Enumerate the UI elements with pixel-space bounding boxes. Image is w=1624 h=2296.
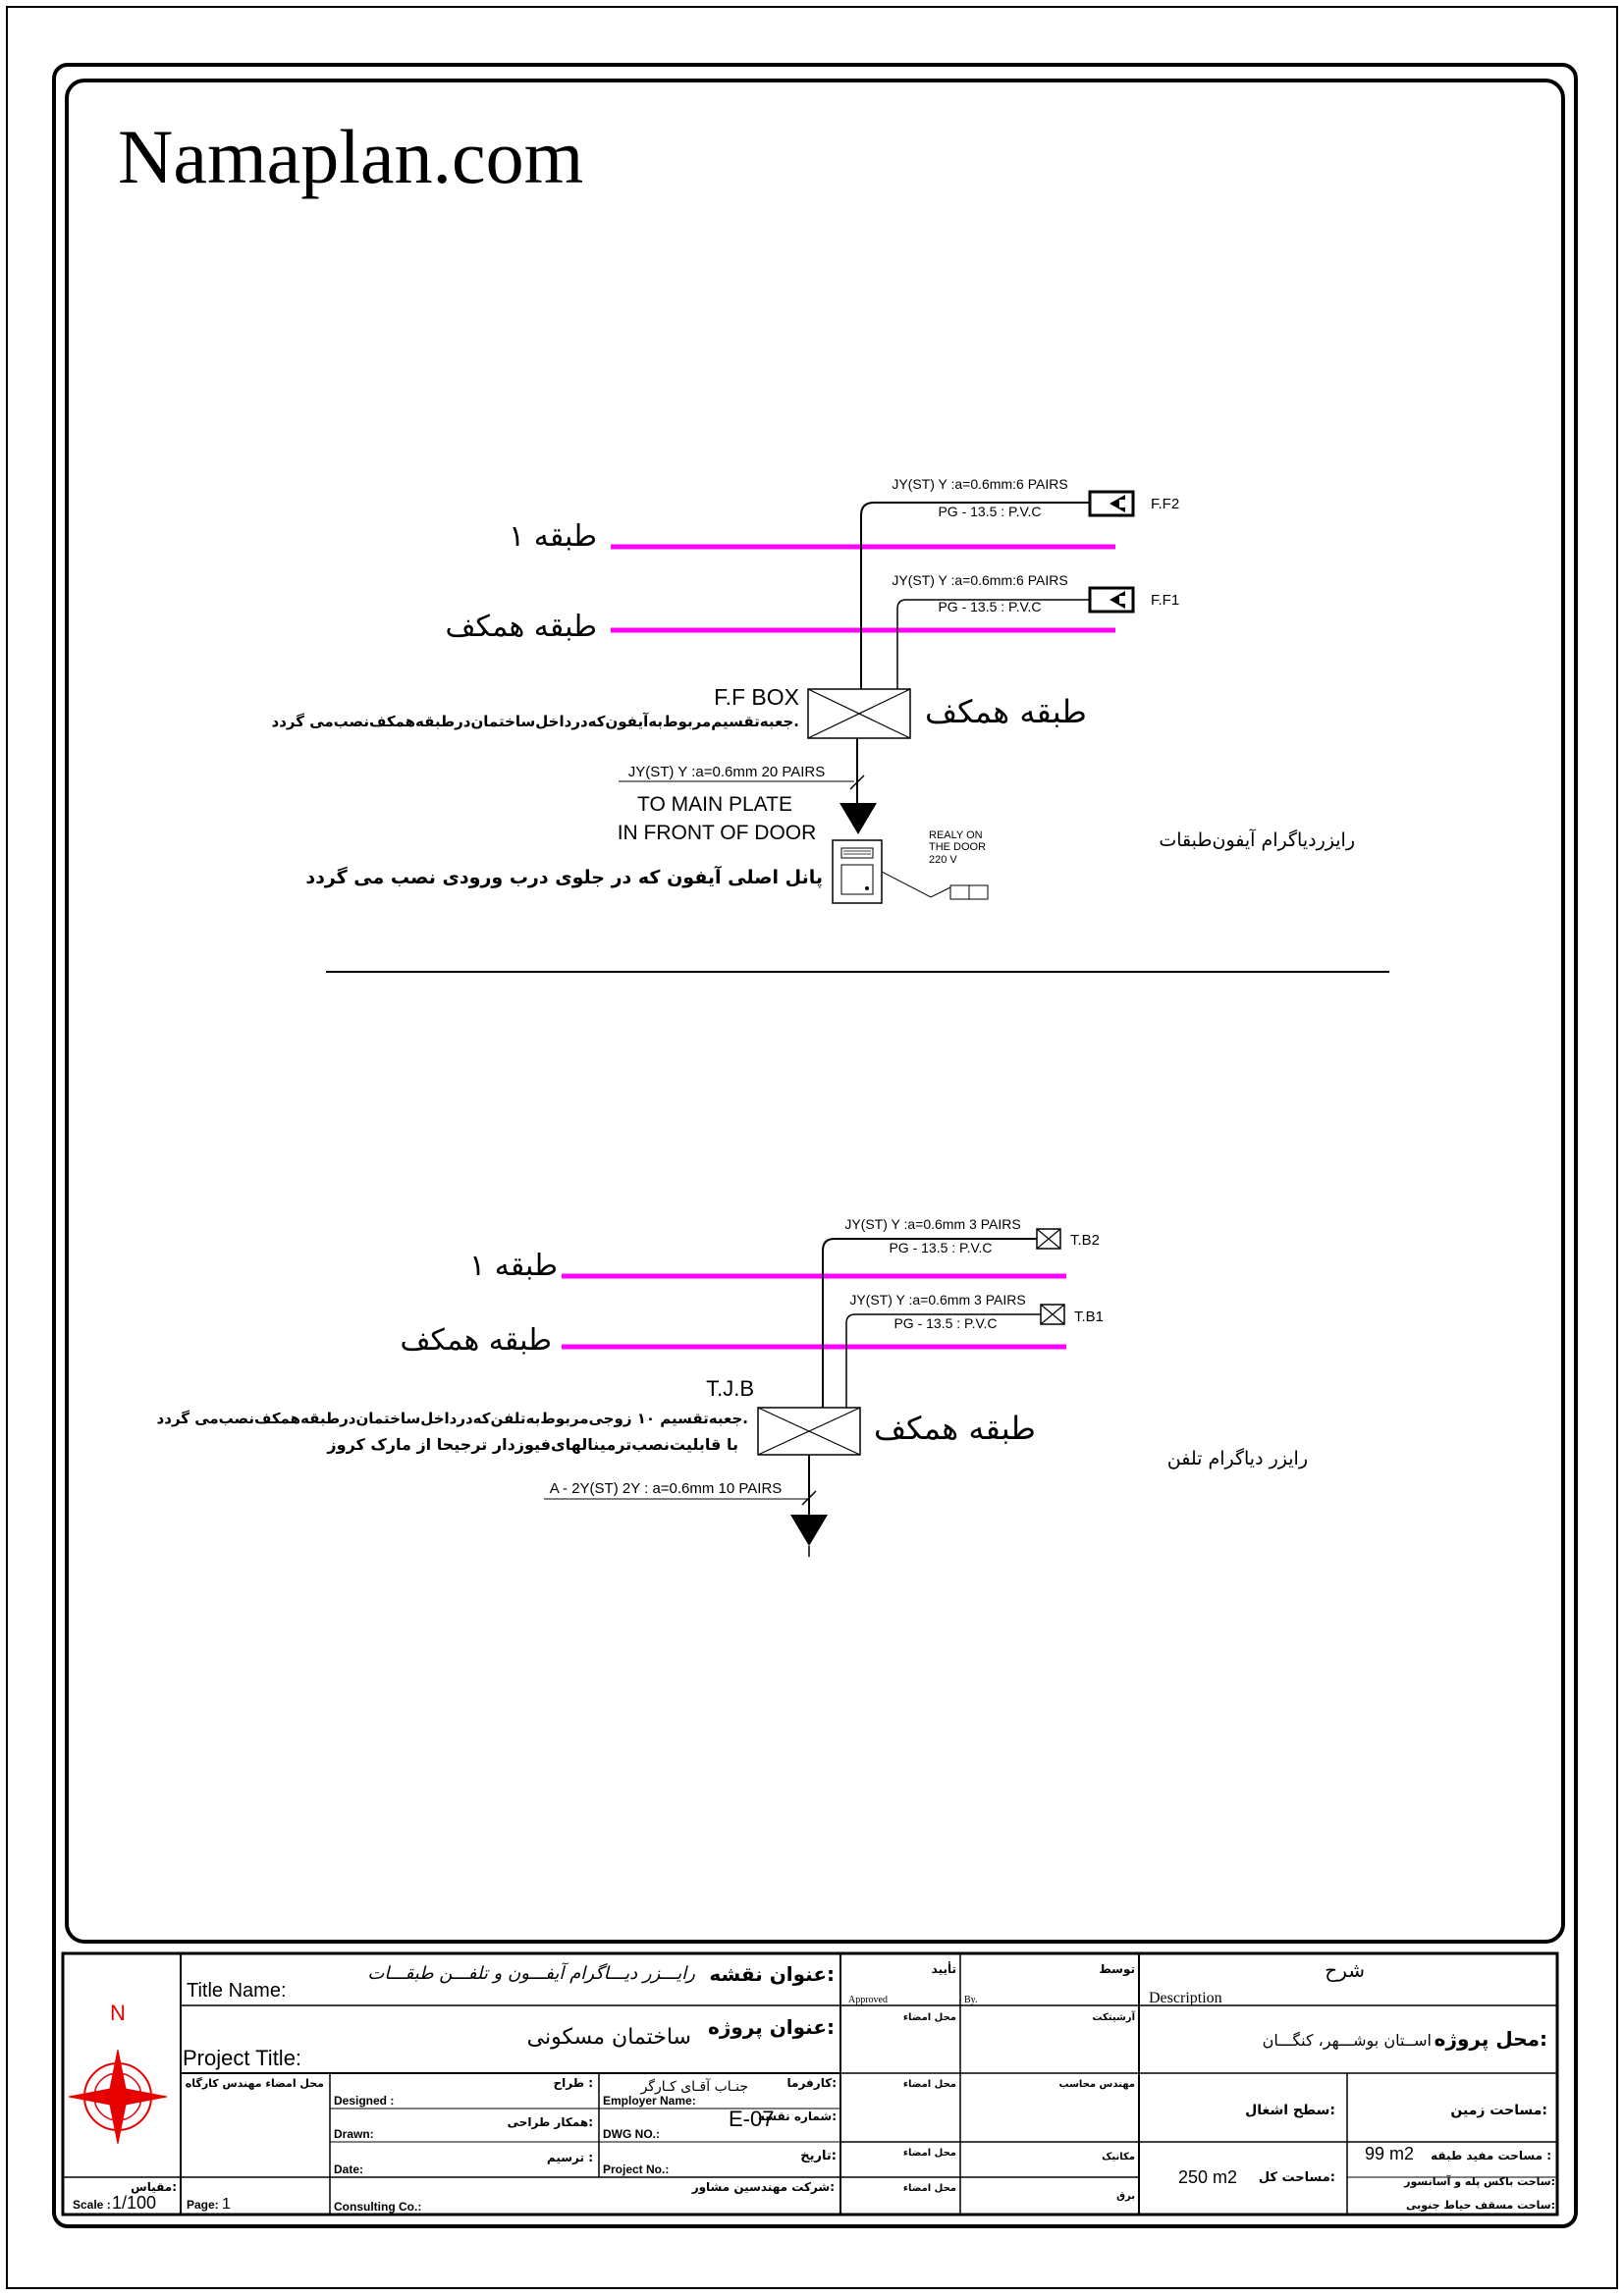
project-title-fa: عنوان پروژه: (708, 2015, 835, 2039)
employer-value: جنـاب آقـای کـارگر (640, 2079, 748, 2095)
door-panel-icon (833, 840, 882, 903)
tag-f1: F.F1 (1151, 592, 1180, 609)
relay-label-2: THE DOOR (929, 841, 987, 853)
pipe-label-f1: PG - 13.5 : P.V.C (938, 599, 1042, 614)
floor-area-value: 99 m2 (1365, 2144, 1415, 2163)
handset-icon-f1 (1090, 588, 1133, 612)
date-en: Date: (334, 2163, 364, 2176)
title-name-en: Title Name: (187, 1980, 287, 2002)
date-fa: تاریخ: (800, 2149, 837, 2163)
sign-place-4: محل امضاء (902, 2183, 956, 2194)
intercom-riser-diagram (272, 476, 1355, 903)
door-relay-icon (950, 885, 988, 899)
drawn-en: Drawn: (334, 2127, 374, 2141)
to-main-plate-2: IN FRONT OF DOOR (617, 822, 817, 844)
occupancy-label: سطح اشغال: (1245, 2103, 1335, 2118)
mechanic-label: مکانیک (1102, 2152, 1135, 2163)
design-assoc-fa: همکار طراحی: (507, 2115, 593, 2129)
scale-label-en: Scale : (73, 2198, 111, 2212)
tjb-box-desc-1: جعبه‌تقسیم ۱۰ زوجی‌مربوط‌به‌تلفن‌که‌در‌داخل‌ساختمان‌در‌طبقه‌همکف‌نصب‌می گردد. (156, 1410, 748, 1427)
dwg-value: E-07 (729, 2107, 775, 2131)
tjb-box-desc-2: با قابلیت‌نصب‌ترمینالهای‌فیوزدار ترجیحا از مارک کروز (327, 1435, 738, 1454)
tjb-box-icon (758, 1408, 860, 1455)
tel-cable-label-b1: JY(ST) Y :a=0.6mm 3 PAIRS (849, 1292, 1026, 1308)
compass-n: N (110, 2001, 126, 2025)
panel-desc: پانل اصلی آیفون که در جلوی درب ورودی نصب می گردد (305, 867, 823, 888)
project-no-en: Project No.: (603, 2163, 670, 2176)
page-label: Page: (187, 2198, 219, 2212)
intercom-riser-title: رایزردیاگرام آیفون‌طبقات (1159, 829, 1355, 851)
tel-tag-b1: T.B1 (1074, 1308, 1105, 1325)
outer-border (7, 7, 1617, 2288)
cable-label-f2: JY(ST) Y :a=0.6mm:6 PAIRS (892, 476, 1068, 492)
main-arrow-icon (839, 803, 877, 834)
tel-tag-b2: T.B2 (1070, 1232, 1101, 1249)
tag-f2: F.F2 (1151, 496, 1180, 512)
floor-label-ground: طبقه همکف (445, 610, 597, 644)
yard-label: ساحت مسقف حیاط جنوبی: (1406, 2199, 1555, 2212)
relay-label-1: REALY ON (929, 829, 983, 841)
title-name-fa: عنوان نقشه: (709, 1962, 835, 1986)
sign-place-2: محل امضاء (902, 2079, 956, 2090)
to-main-plate-1: TO MAIN PLATE (637, 793, 792, 816)
floor-area-label: مساحت مفید طبقه : (1431, 2149, 1551, 2163)
sign-place-1: محل امضاء (902, 2012, 956, 2023)
ff-box-label: F.F BOX (714, 684, 799, 710)
relay-line (882, 872, 950, 897)
drafter-fa: ترسیم : (546, 2151, 593, 2164)
north-arrow-icon (69, 2050, 167, 2144)
tjb-box-label: T.J.B (706, 1376, 754, 1401)
approve-en: Approved (848, 1995, 888, 2005)
by-en: By. (964, 1995, 978, 2005)
approve-fa: تأیید (931, 1962, 956, 1976)
by-fa: توسط (1099, 1962, 1135, 1976)
logo-text: Namaplan.com (118, 114, 584, 199)
tel-outlet-icon-b1 (1041, 1305, 1064, 1324)
project-title-en: Project Title: (183, 2046, 302, 2070)
description-en: Description (1149, 1990, 1222, 2006)
pipe-label-f2: PG - 13.5 : P.V.C (938, 504, 1042, 519)
title-name-value: رایـــزر دیـــاگرام آیفـــون و تلفـــن طبقـــات (367, 1963, 695, 1984)
telephone-riser-title: رایزر دیاگرام تلفن (1166, 1448, 1308, 1469)
consult-fa: شرکت مهندسین مشاور: (691, 2180, 835, 2194)
tel-outlet-icon-b2 (1037, 1229, 1060, 1249)
tel-floor-label-1: طبقه ۱ (469, 1249, 558, 1283)
ff-box-icon (808, 689, 910, 738)
total-area-label: مساحت کل: (1258, 2170, 1335, 2185)
employer-en: Employer Name: (603, 2094, 696, 2108)
ff-box-floor: طبقه همکف (925, 693, 1087, 730)
project-location-label: محل پروژه: (1434, 2027, 1547, 2051)
electric-label: برق (1116, 2191, 1135, 2202)
cable-label-f1: JY(ST) Y :a=0.6mm:6 PAIRS (892, 572, 1068, 588)
tjb-box-floor: طبقه همکف (874, 1410, 1036, 1447)
employer-fa: کارفرما: (786, 2076, 837, 2090)
inner-frame (67, 80, 1563, 1942)
designer-fa: طراح : (553, 2076, 593, 2090)
drawing-frame (54, 65, 1576, 2226)
main-cable-label: JY(ST) Y :a=0.6mm 20 PAIRS (627, 764, 826, 780)
tel-main-cable-label: A - 2Y(ST) 2Y : a=0.6mm 10 PAIRS (549, 1480, 783, 1497)
tel-pipe-label-b2: PG - 13.5 : P.V.C (889, 1240, 993, 1255)
tel-main-arrow-icon (790, 1515, 828, 1546)
total-area-value: 250 m2 (1178, 2167, 1238, 2187)
designed-en: Designed : (334, 2094, 395, 2108)
scale-label-fa: مقیاس: (131, 2180, 177, 2194)
civil-label: مهندس محاسب (1058, 2079, 1135, 2090)
description-fa: شرح (1325, 1958, 1365, 1982)
tel-cable-label-b2: JY(ST) Y :a=0.6mm 3 PAIRS (844, 1216, 1021, 1232)
ff-box-desc: جعبه‌تقسیم‌مربوط‌به‌آیفون‌که‌در‌داخل‌ساختمان‌در‌طبقه‌همکف‌نصب‌می گردد. (271, 713, 799, 730)
project-location-value: اســتان بوشـــهر، کنگـــان (1262, 2031, 1432, 2050)
floor-label-1: طبقه ۱ (509, 519, 597, 554)
sign-place-3: محل امضاء (902, 2148, 956, 2159)
dwg-en: DWG NO.: (603, 2127, 660, 2141)
title-block (63, 1953, 1557, 2215)
architect-label: آرشیتکت (1092, 2012, 1135, 2023)
scale-value: 1/100 (112, 2193, 157, 2213)
riser-line-f2 (861, 503, 1090, 689)
tel-floor-label-ground: طبقه همکف (400, 1323, 552, 1358)
stair-label: ساحت باکس پله و آسانسور: (1404, 2175, 1555, 2188)
project-title-value: ساختمان مسکونی (526, 2025, 691, 2050)
site-area-label: مساحت زمین: (1450, 2103, 1547, 2118)
relay-label-3: 220 V (929, 854, 957, 866)
handset-icon-f2 (1090, 492, 1133, 515)
dwg-fa: شماره نقشه: (758, 2109, 837, 2123)
tel-pipe-label-b1: PG - 13.5 : P.V.C (893, 1315, 998, 1331)
supervisor-sign: محل امضاء مهندس کارگاه (185, 2077, 324, 2090)
consult-en: Consulting Co.: (334, 2200, 422, 2214)
telephone-riser-diagram (157, 1216, 1308, 1557)
page-value: 1 (222, 2196, 231, 2213)
